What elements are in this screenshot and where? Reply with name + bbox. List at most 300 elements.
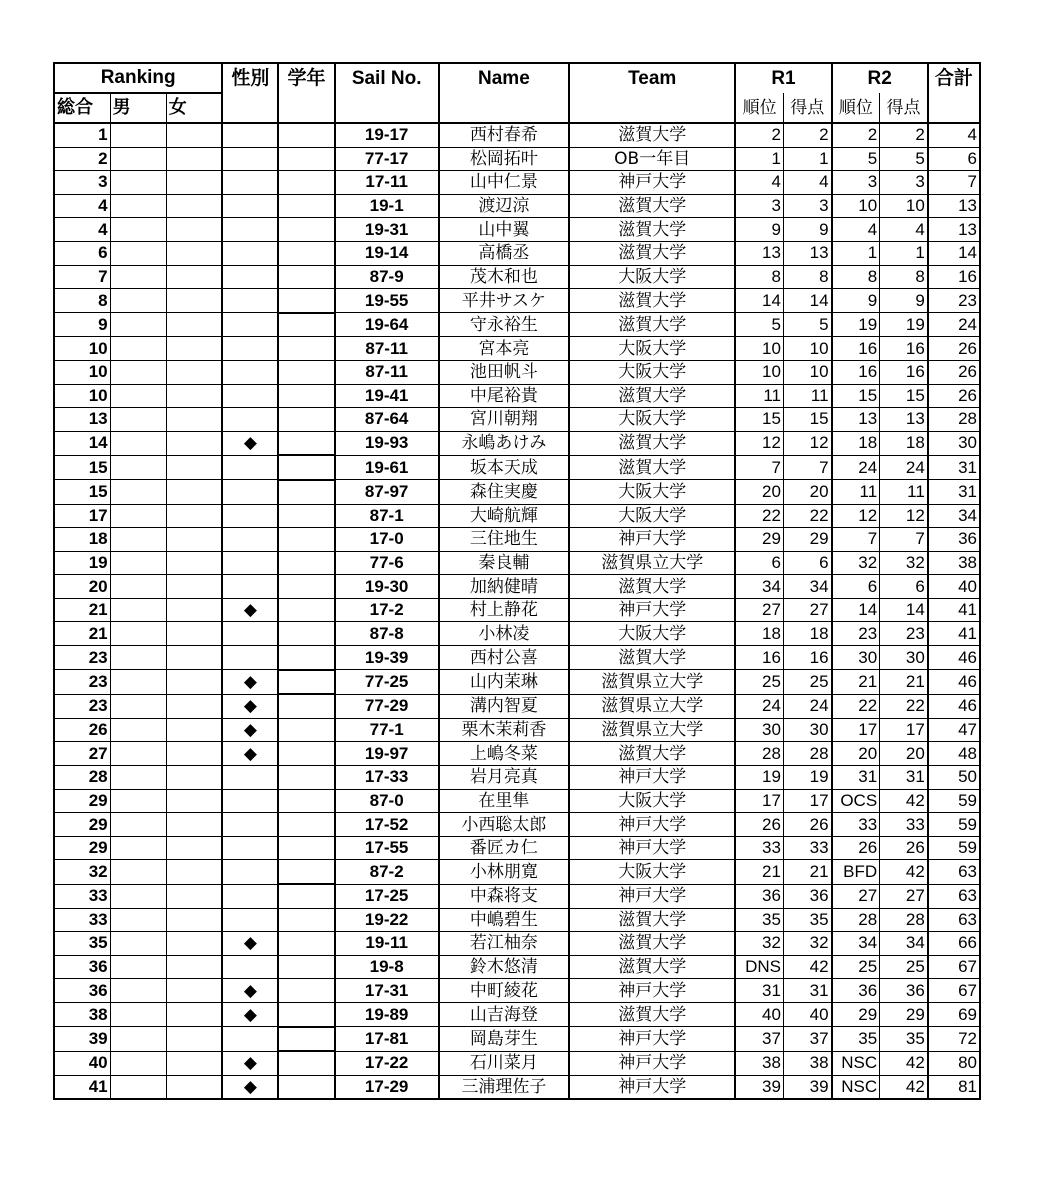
r1-points-cell: 1 [783,147,831,171]
sail-no-cell: 17-22 [335,1051,439,1075]
ranking-header: Ranking [54,63,222,93]
r1-points-cell: 25 [783,670,831,695]
male-rank-cell [110,836,166,860]
r2-place-cell: 17 [832,718,880,742]
rank-cell: 40 [54,1051,110,1075]
r1-points-cell: 33 [783,836,831,860]
sail-no-cell: 77-1 [335,718,439,742]
male-rank-cell [110,147,166,171]
r1-place-cell: 12 [735,431,783,455]
r1-points-cell: 24 [783,694,831,718]
team-cell: 大阪大学 [569,337,735,361]
name-cell: 渡辺涼 [439,194,569,218]
r2-place-cell: 29 [832,1002,880,1026]
rank-cell: 29 [54,789,110,813]
rank-cell: 29 [54,836,110,860]
grade-cell [278,955,334,979]
r1-points-cell: 32 [783,932,831,956]
table-row [54,1075,980,1099]
sail-no-cell: 87-64 [335,408,439,432]
grade-cell [278,289,334,313]
r1-points-cell: 38 [783,1051,831,1075]
team-cell: 滋賀大学 [569,575,735,599]
name-cell: 在里隼 [439,789,569,813]
grade-cell [278,480,334,504]
grade-cell [278,979,334,1003]
r1-place-cell: 32 [735,932,783,956]
name-cell: 村上静花 [439,598,569,622]
team-cell: 神戸大学 [569,884,735,908]
rank-cell: 15 [54,480,110,504]
r1-place-cell: 26 [735,813,783,837]
name-cell: 山中仁景 [439,171,569,195]
total-cell: 72 [928,1027,980,1052]
r2-points-cell: 27 [880,884,928,908]
gender-cell [222,551,278,575]
rank-cell: 32 [54,860,110,884]
r2-place-cell: NSC [832,1051,880,1075]
name-cell: 山吉海登 [439,1002,569,1026]
name-cell: 三住地生 [439,528,569,552]
name-cell: 宮川朝翔 [439,408,569,432]
name-header-blank [439,93,569,123]
r1-points-cell: 12 [783,431,831,455]
team-cell: 滋賀大学 [569,742,735,766]
sail-no-cell: 19-14 [335,241,439,265]
r1-place-cell: 3 [735,194,783,218]
sail-no-cell: 17-29 [335,1075,439,1099]
female-rank-cell [166,718,222,742]
grade-cell [278,123,334,147]
grade-cell [278,551,334,575]
name-cell: 宮本亮 [439,337,569,361]
r1-points-cell: 26 [783,813,831,837]
male-rank-cell [110,979,166,1003]
table-row [54,670,980,695]
r2-place-cell: 4 [832,218,880,242]
rank-cell: 20 [54,575,110,599]
female-rank-cell [166,1075,222,1099]
team-cell: 神戸大学 [569,836,735,860]
r1-points-cell: 34 [783,575,831,599]
gender-cell: ◆ [222,1051,278,1075]
r1-place-cell: 19 [735,766,783,790]
team-cell: 滋賀県立大学 [569,551,735,575]
r2-points-cell: 4 [880,218,928,242]
r1-points-cell: 42 [783,955,831,979]
r1-place-cell: 35 [735,908,783,932]
r1-points-cell: 31 [783,979,831,1003]
sail-no-cell: 17-2 [335,598,439,622]
rank-cell: 4 [54,218,110,242]
grade-cell [278,337,334,361]
gender-cell: ◆ [222,1002,278,1026]
r2-place-cell: 31 [832,766,880,790]
r2-place-cell: 33 [832,813,880,837]
total-cell: 31 [928,455,980,480]
rank-cell: 19 [54,551,110,575]
table-row [54,360,980,384]
r2-points-cell: 42 [880,860,928,884]
sail-no-cell: 17-52 [335,813,439,837]
female-rank-cell [166,1051,222,1075]
grade-header: 学年 [278,63,334,93]
table-row [54,979,980,1003]
total-header-blank [928,93,980,123]
table-row [54,598,980,622]
gender-cell: ◆ [222,742,278,766]
female-rank-cell [166,670,222,695]
male-rank-cell [110,1051,166,1075]
total-cell: 6 [928,147,980,171]
name-cell: 上嶋冬菜 [439,742,569,766]
sail-no-cell: 87-97 [335,480,439,504]
female-rank-cell [166,289,222,313]
r1-points-cell: 5 [783,313,831,337]
grade-cell [278,575,334,599]
r1-points-cell: 21 [783,860,831,884]
female-header: 女 [166,93,222,123]
male-rank-cell [110,694,166,718]
r2-place-cell: 5 [832,147,880,171]
r2-points-cell: 23 [880,622,928,646]
r2-points-cell: 13 [880,408,928,432]
male-rank-cell [110,289,166,313]
r2-place-cell: 16 [832,360,880,384]
total-cell: 40 [928,575,980,599]
male-rank-cell [110,265,166,289]
grade-cell [278,241,334,265]
team-cell: 滋賀大学 [569,908,735,932]
r1-points-cell: 19 [783,766,831,790]
r1-place-cell: 37 [735,1027,783,1052]
name-cell: 西村公喜 [439,646,569,670]
female-rank-cell [166,860,222,884]
r2-points-cell: 5 [880,147,928,171]
name-cell: 秦良輔 [439,551,569,575]
r1-place-cell: 29 [735,528,783,552]
name-cell: 山中翼 [439,218,569,242]
name-cell: 松岡拓叶 [439,147,569,171]
r2-points-cell: 16 [880,337,928,361]
r2-points-cell: 9 [880,289,928,313]
name-cell: 若江柚奈 [439,932,569,956]
name-cell: 高橋丞 [439,241,569,265]
r1-place-cell: 38 [735,1051,783,1075]
r2-points-cell: 14 [880,598,928,622]
grade-cell [278,836,334,860]
rank-cell: 33 [54,908,110,932]
r1-header: R1 [735,63,831,93]
sail-no-cell: 17-31 [335,979,439,1003]
r2-place-cell: NSC [832,1075,880,1099]
total-cell: 50 [928,766,980,790]
grade-cell [278,860,334,884]
grade-cell [278,218,334,242]
gender-cell [222,908,278,932]
total-cell: 63 [928,860,980,884]
r2-place-cell: 7 [832,528,880,552]
female-rank-cell [166,813,222,837]
total-cell: 41 [928,598,980,622]
r2-place-cell: 30 [832,646,880,670]
r1-place-cell: 7 [735,455,783,480]
total-cell: 23 [928,289,980,313]
gender-header: 性別 [222,63,278,93]
sail-no-cell: 19-55 [335,289,439,313]
name-cell: 大崎航輝 [439,504,569,528]
total-cell: 47 [928,718,980,742]
r2-points-header: 得点 [880,93,928,123]
rank-cell: 33 [54,884,110,908]
name-cell: 中尾裕貴 [439,384,569,408]
team-cell: 滋賀大学 [569,313,735,337]
table-row [54,694,980,718]
grade-cell [278,789,334,813]
grade-cell [278,431,334,455]
gender-cell: ◆ [222,1075,278,1099]
table-row [54,194,980,218]
table-row [54,289,980,313]
gender-cell: ◆ [222,979,278,1003]
male-rank-cell [110,908,166,932]
r2-points-cell: 32 [880,551,928,575]
total-cell: 30 [928,431,980,455]
total-cell: 16 [928,265,980,289]
male-rank-cell [110,360,166,384]
grade-cell [278,455,334,480]
male-rank-cell [110,1002,166,1026]
team-cell: 滋賀大学 [569,431,735,455]
total-cell: 46 [928,646,980,670]
grade-cell [278,171,334,195]
male-rank-cell [110,337,166,361]
gender-cell [222,241,278,265]
sail-no-cell: 19-8 [335,955,439,979]
r1-place-cell: 33 [735,836,783,860]
gender-cell: ◆ [222,694,278,718]
name-cell: 岩月亮真 [439,766,569,790]
r1-place-cell: 9 [735,218,783,242]
name-cell: 山内茉琳 [439,670,569,695]
sail-no-cell: 19-1 [335,194,439,218]
r2-place-cell: 15 [832,384,880,408]
rank-cell: 15 [54,455,110,480]
male-rank-cell [110,123,166,147]
team-cell: 滋賀県立大学 [569,670,735,695]
sail-no-cell: 17-81 [335,1027,439,1052]
r2-place-cell: 27 [832,884,880,908]
r1-place-cell: 11 [735,384,783,408]
grade-cell [278,528,334,552]
rank-cell: 36 [54,955,110,979]
gender-cell: ◆ [222,431,278,455]
r2-place-cell: 22 [832,694,880,718]
rank-cell: 23 [54,646,110,670]
grade-cell [278,908,334,932]
r2-place-cell: 21 [832,670,880,695]
sail-no-cell: 87-0 [335,789,439,813]
table-row [54,836,980,860]
r2-points-cell: 35 [880,1027,928,1052]
team-cell: 滋賀大学 [569,241,735,265]
r2-points-cell: 33 [880,813,928,837]
total-cell: 13 [928,218,980,242]
female-rank-cell [166,1002,222,1026]
sail-no-cell: 19-41 [335,384,439,408]
r2-place-cell: 10 [832,194,880,218]
male-rank-cell [110,1027,166,1052]
grade-cell [278,622,334,646]
table-row [54,504,980,528]
rank-cell: 26 [54,718,110,742]
rank-cell: 7 [54,265,110,289]
female-rank-cell [166,504,222,528]
total-cell: 41 [928,622,980,646]
grade-cell [278,1027,334,1052]
r1-place-cell: 4 [735,171,783,195]
table-row [54,622,980,646]
team-cell: 神戸大学 [569,598,735,622]
rank-cell: 10 [54,337,110,361]
total-cell: 63 [928,908,980,932]
grade-cell [278,718,334,742]
r2-points-cell: 7 [880,528,928,552]
r2-place-cell: 16 [832,337,880,361]
gender-cell [222,528,278,552]
r2-points-cell: 11 [880,480,928,504]
female-rank-cell [166,147,222,171]
r2-points-cell: 26 [880,836,928,860]
male-rank-cell [110,860,166,884]
name-cell: 中森将支 [439,884,569,908]
gender-cell [222,408,278,432]
team-cell: 神戸大学 [569,1075,735,1099]
r2-points-cell: 3 [880,171,928,195]
table-row [54,789,980,813]
total-cell: 67 [928,955,980,979]
r2-points-cell: 8 [880,265,928,289]
r1-place-cell: 10 [735,337,783,361]
r2-points-cell: 20 [880,742,928,766]
total-cell: 13 [928,194,980,218]
male-rank-cell [110,646,166,670]
table-row [54,813,980,837]
name-cell: 小西聡太郎 [439,813,569,837]
r1-points-cell: 37 [783,1027,831,1052]
sail-no-cell: 87-11 [335,337,439,361]
male-header: 男 [110,93,166,123]
name-cell: 中町綾花 [439,979,569,1003]
male-rank-cell [110,431,166,455]
name-cell: 番匠カ仁 [439,836,569,860]
table-row [54,860,980,884]
male-rank-cell [110,408,166,432]
rank-cell: 3 [54,171,110,195]
female-rank-cell [166,313,222,337]
table-row [54,241,980,265]
table-row [54,932,980,956]
male-rank-cell [110,813,166,837]
gender-cell [222,622,278,646]
team-cell: 神戸大学 [569,1051,735,1075]
gender-cell [222,313,278,337]
table-row [54,908,980,932]
gender-cell [222,360,278,384]
grade-cell [278,766,334,790]
r2-points-cell: 28 [880,908,928,932]
r2-place-cell: 24 [832,455,880,480]
name-cell: 西村春希 [439,123,569,147]
female-rank-cell [166,431,222,455]
r2-place-cell: 25 [832,955,880,979]
male-rank-cell [110,884,166,908]
results-table [53,62,981,1100]
grade-cell [278,504,334,528]
team-cell: 滋賀大学 [569,123,735,147]
sail-no-cell: 87-2 [335,860,439,884]
rank-cell: 23 [54,670,110,695]
rank-cell: 41 [54,1075,110,1099]
rank-cell: 2 [54,147,110,171]
male-rank-cell [110,742,166,766]
r2-place-cell: 1 [832,241,880,265]
r1-points-cell: 4 [783,171,831,195]
male-rank-cell [110,384,166,408]
gender-cell [222,171,278,195]
r2-place-cell: 12 [832,504,880,528]
gender-cell [222,646,278,670]
r1-place-cell: 2 [735,123,783,147]
r1-points-cell: 9 [783,218,831,242]
r2-place-cell: 9 [832,289,880,313]
total-cell: 28 [928,408,980,432]
name-cell: 永嶋あけみ [439,431,569,455]
table-row [54,1051,980,1075]
table-row [54,384,980,408]
r2-place-cell: 8 [832,265,880,289]
r2-points-cell: 1 [880,241,928,265]
sail-no-cell: 19-39 [335,646,439,670]
male-rank-cell [110,171,166,195]
table-row [54,528,980,552]
total-cell: 66 [928,932,980,956]
sail-no-header: Sail No. [335,63,439,93]
female-rank-cell [166,836,222,860]
female-rank-cell [166,884,222,908]
total-cell: 7 [928,171,980,195]
female-rank-cell [166,1027,222,1052]
rank-cell: 23 [54,694,110,718]
r1-points-cell: 22 [783,504,831,528]
rank-cell: 13 [54,408,110,432]
female-rank-cell [166,455,222,480]
female-rank-cell [166,598,222,622]
rank-cell: 4 [54,194,110,218]
female-rank-cell [166,218,222,242]
r2-header: R2 [832,63,928,93]
r2-place-cell: BFD [832,860,880,884]
male-rank-cell [110,194,166,218]
r2-points-cell: 36 [880,979,928,1003]
table-row [54,955,980,979]
grade-cell [278,1002,334,1026]
r1-place-cell: 1 [735,147,783,171]
sail-no-cell: 17-0 [335,528,439,552]
male-rank-cell [110,932,166,956]
sail-no-cell: 19-11 [335,932,439,956]
r2-points-cell: 18 [880,431,928,455]
